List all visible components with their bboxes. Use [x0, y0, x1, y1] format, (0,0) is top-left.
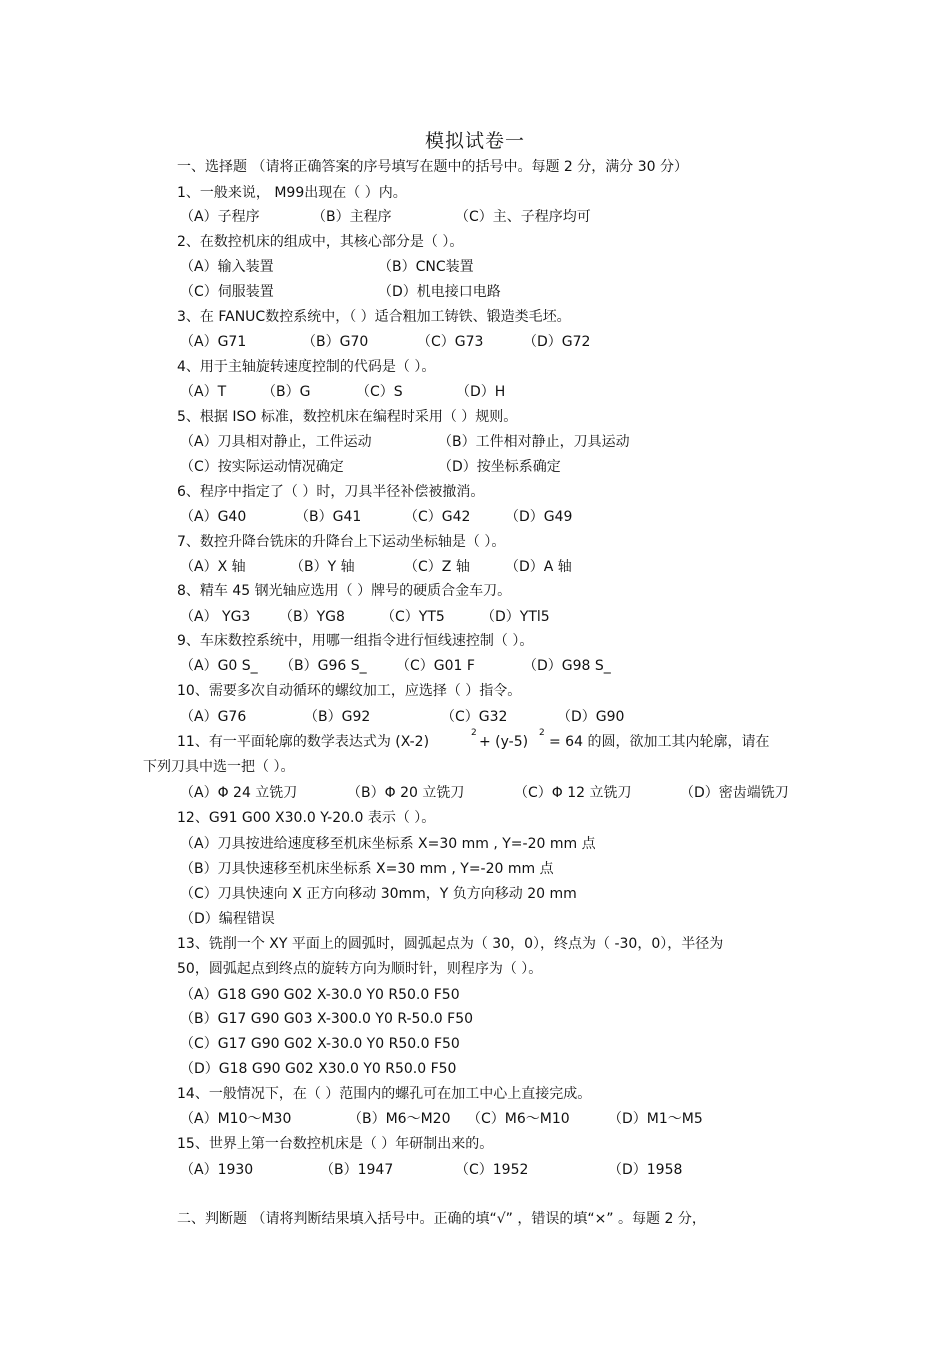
question-11-part-1: 11、有一平面轮廓的数学表达式为 (X-2): [177, 734, 430, 750]
question-11-part-2: + (y-5): [479, 734, 529, 750]
q4-option-a: （A）T: [180, 384, 227, 400]
q4-option-d: （D）H: [456, 384, 506, 400]
q11-superscript-1: 2: [471, 728, 477, 738]
q14-option-b: （B）M6～M20: [348, 1111, 451, 1127]
question-14: 14、一般情况下，在（ ）范围内的螺孔可在加工中心上直接完成。: [177, 1086, 592, 1102]
q7-option-d: （D）A 轴: [505, 559, 572, 575]
question-6: 6、程序中指定了（ ）时，刀具半径补偿被撤消。: [177, 484, 485, 500]
q15-option-a: （A）1930: [180, 1162, 254, 1178]
q9-option-b: （B）G96 S_: [280, 658, 367, 674]
q3-option-a: （A）G71: [180, 334, 247, 350]
q5-option-a: （A）刀具相对静止，工件运动: [180, 434, 372, 450]
question-2: 2、在数控机床的组成中，其核心部分是（ ）。: [177, 234, 464, 250]
q11-option-c: （C）Φ 12 立铣刀: [514, 785, 632, 801]
q3-option-c: （C）G73: [417, 334, 484, 350]
q13-option-b: （B）G17 G90 G03 X-300.0 Y0 R-50.0 F50: [180, 1011, 474, 1027]
q11-superscript-2: 2: [539, 728, 545, 738]
q15-option-c: （C）1952: [455, 1162, 529, 1178]
question-13-part-1: 13、铣削一个 XY 平面上的圆弧时，圆弧起点为（ 30，0），终点为（ -30，0），半径为: [177, 936, 724, 952]
q8-option-b: （B）YG8: [279, 609, 345, 625]
q15-option-d: （D）1958: [608, 1162, 683, 1178]
q9-option-a: （A）G0 S_: [180, 658, 258, 674]
q12-option-a: （A）刀具按进给速度移至机床坐标系 X=30 mm , Y=-20 mm 点: [180, 836, 596, 852]
q13-option-a: （A）G18 G90 G02 X-30.0 Y0 R50.0 F50: [180, 987, 460, 1003]
question-9: 9、车床数控系统中，用哪一组指令进行恒线速控制（ ）。: [177, 633, 534, 649]
q7-option-c: （C）Z 轴: [404, 559, 470, 575]
q10-option-b: （B）G92: [304, 709, 371, 725]
q2-option-a: （A）输入装置: [180, 259, 274, 275]
question-4: 4、用于主轴旋转速度控制的代码是（ ）。: [177, 359, 436, 375]
q4-option-b: （B）G: [262, 384, 311, 400]
q10-option-d: （D）G90: [557, 709, 625, 725]
question-1: 1、一般来说， M99出现在（ ）内。: [177, 185, 407, 201]
q13-option-c: （C）G17 G90 G02 X-30.0 Y0 R50.0 F50: [180, 1036, 460, 1052]
q11-option-d: （D）密齿端铣刀: [680, 785, 789, 801]
q7-option-b: （B）Y 轴: [290, 559, 355, 575]
q5-option-b: （B）工件相对静止，刀具运动: [438, 434, 630, 450]
q10-option-a: （A）G76: [180, 709, 247, 725]
q11-option-a: （A）Φ 24 立铣刀: [180, 785, 298, 801]
q12-option-b: （B）刀具快速移至机床坐标系 X=30 mm , Y=-20 mm 点: [180, 861, 554, 877]
question-8: 8、精车 45 钢光轴应选用（ ）牌号的硬质合金车刀。: [177, 583, 512, 599]
q12-option-c: （C）刀具快速向 X 正方向移动 30mm，Y 负方向移动 20 mm: [180, 886, 577, 902]
q5-option-c: （C）按实际运动情况确定: [180, 459, 344, 475]
question-13-part-2: 50，圆弧起点到终点的旋转方向为顺时针，则程序为（ ）。: [177, 961, 543, 977]
question-7: 7、数控升降台铣床的升降台上下运动坐标轴是（ ）。: [177, 534, 506, 550]
q14-option-d: （D）M1～M5: [608, 1111, 703, 1127]
q2-option-b: （B）CNC装置: [378, 259, 474, 275]
q1-option-b: （B）主程序: [312, 209, 392, 225]
q8-option-d: （D）YTl5: [481, 609, 550, 625]
section-heading-true-false: 二、判断题 （请将判断结果填入括号中。正确的填“√” ，错误的填“×” 。每题 2 分，: [177, 1211, 706, 1227]
section-heading-choice: 一、选择题 （请将正确答案的序号填写在题中的括号中。每题 2 分，满分 30 分）: [177, 159, 688, 175]
q6-option-a: （A）G40: [180, 509, 247, 525]
q2-option-d: （D）机电接口电路: [378, 284, 501, 300]
q7-option-a: （A）X 轴: [180, 559, 246, 575]
question-11-part-3: = 64 的圆，欲加工其内轮廓，请在: [549, 734, 770, 750]
q11-option-b: （B）Φ 20 立铣刀: [347, 785, 465, 801]
question-12: 12、G91 G00 X30.0 Y-20.0 表示（ ）。: [177, 810, 436, 826]
q8-option-c: （C）YT5: [381, 609, 445, 625]
q3-option-d: （D）G72: [523, 334, 591, 350]
page-title: 模拟试卷一: [424, 130, 525, 152]
q2-option-c: （C）伺服装置: [180, 284, 274, 300]
q9-option-d: （D）G98 S_: [523, 658, 611, 674]
q9-option-c: （C）G01 F: [396, 658, 475, 674]
q13-option-d: （D）G18 G90 G02 X30.0 Y0 R50.0 F50: [180, 1061, 457, 1077]
q14-option-c: （C）M6～M10: [467, 1111, 570, 1127]
q5-option-d: （D）按坐标系确定: [438, 459, 561, 475]
q10-option-c: （C）G32: [441, 709, 508, 725]
question-10: 10、需要多次自动循环的螺纹加工，应选择（ ）指令。: [177, 683, 522, 699]
q6-option-b: （B）G41: [295, 509, 362, 525]
q15-option-b: （B）1947: [320, 1162, 394, 1178]
q8-option-a: （A） YG3: [180, 609, 251, 625]
q6-option-c: （C）G42: [404, 509, 471, 525]
q1-option-c: （C）主、子程序均可: [455, 209, 591, 225]
q1-option-a: （A）子程序: [180, 209, 260, 225]
question-5: 5、根据 ISO 标准，数控机床在编程时采用（ ）规则。: [177, 409, 518, 425]
question-15: 15、世界上第一台数控机床是（ ）年研制出来的。: [177, 1136, 494, 1152]
question-3: 3、在 FANUC数控系统中，（ ）适合粗加工铸铁、锻造类毛坯。: [177, 309, 571, 325]
q6-option-d: （D）G49: [505, 509, 573, 525]
q14-option-a: （A）M10～M30: [180, 1111, 292, 1127]
q4-option-c: （C）S: [356, 384, 403, 400]
q3-option-b: （B）G70: [302, 334, 369, 350]
question-11-part-4: 下列刀具中选一把（ ）。: [143, 759, 295, 775]
q12-option-d: （D）编程错误: [180, 911, 275, 927]
